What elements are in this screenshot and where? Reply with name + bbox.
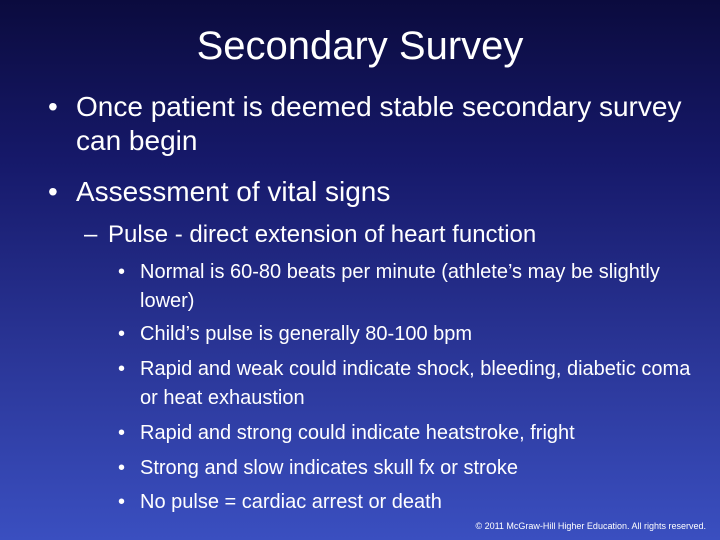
detail-bullet-text: Normal is 60-80 beats per minute (athlete’s may be slightly lower) [140, 261, 660, 312]
bullet-marker: • [48, 91, 58, 122]
bullet-item [48, 175, 688, 209]
detail-bullet-text: No pulse = cardiac arrest or death [140, 491, 442, 513]
detail-bullet-item [118, 488, 693, 517]
detail-bullet-text: Strong and slow indicates skull fx or stroke [140, 457, 518, 479]
detail-bullet-item [118, 258, 693, 316]
bullet-marker: • [118, 457, 126, 479]
dash-marker: – [84, 221, 98, 248]
copyright-notice: © 2011 McGraw-Hill Higher Education. All rights reserved. [475, 521, 706, 531]
sub-bullet-item [84, 220, 704, 250]
bullet-marker: • [118, 261, 126, 283]
detail-bullet-item [118, 320, 693, 349]
bullet-text: Once patient is deemed stable secondary survey can begin [76, 91, 682, 156]
detail-bullet-item [118, 454, 693, 483]
bullet-marker: • [118, 491, 126, 513]
detail-bullet-text: Rapid and weak could indicate shock, bleeding, diabetic coma or heat exhaustion [140, 358, 691, 409]
detail-bullet-text: Rapid and strong could indicate heatstroke, fright [140, 422, 575, 444]
bullet-marker: • [118, 422, 126, 444]
detail-bullet-text: Child’s pulse is generally 80-100 bpm [140, 323, 473, 345]
sub-bullet-text: Pulse - direct extension of heart function [108, 221, 537, 248]
bullet-marker: • [48, 176, 58, 207]
detail-bullet-item [118, 419, 693, 448]
slide-title: Secondary Survey [196, 24, 524, 68]
bullet-marker: • [118, 323, 126, 345]
bullet-marker: • [118, 358, 126, 380]
bullet-item [48, 90, 688, 158]
detail-bullet-item [118, 355, 693, 413]
bullet-text: Assessment of vital signs [76, 176, 391, 207]
